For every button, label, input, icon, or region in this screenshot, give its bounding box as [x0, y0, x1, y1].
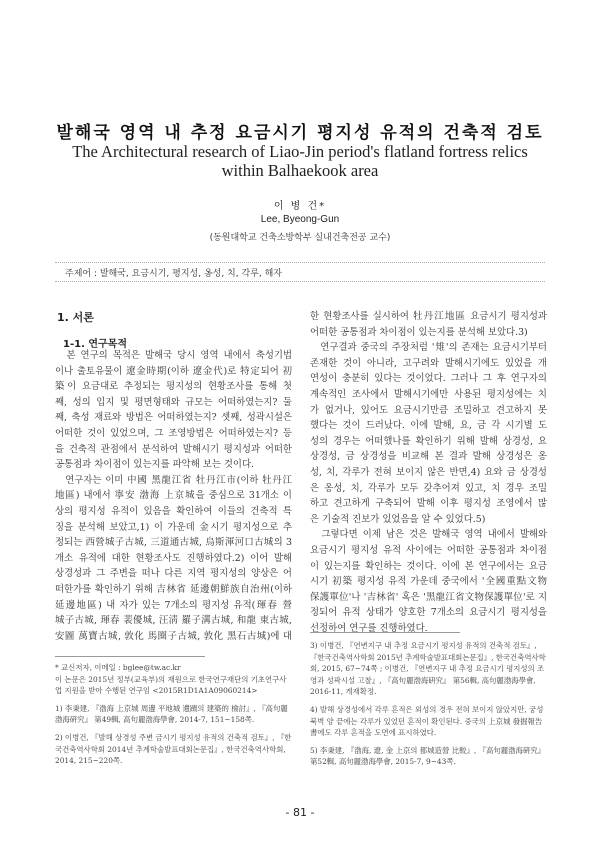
text-line: 연구자는 이미 中國 黑龍江省 牡丹江市(이하 牡丹江 — [55, 474, 292, 486]
paragraph — [55, 348, 292, 473]
footnote-5: 5) 李秉建, 『渤海, 遼, 金 上京의 都城造營 比較』, 『高句麗渤海硏究』 第52輯, 高句麗渤海學會, 2015-7, 9~43쪽. — [310, 745, 546, 767]
text-line: 징을 분석해 보았고,1) 이 가운데 金시기 평지성으로 추 — [55, 521, 292, 533]
text-line: 떠한가를 확인하기 위해 吉林省 延邊朝鮮族自治州(이하 — [55, 583, 292, 595]
keywords-bottom-rule — [55, 281, 545, 282]
text-line: 은 기술적 진보가 있었음을 알 수 있었다.5) — [310, 513, 486, 525]
text-line: 安圖 萬寶古城, 敦化 馬圈子古城, 敦化 黑石古城)에 대 — [55, 630, 292, 642]
text-line: 築이 요금대로 추정되는 평지성의 현황조사를 통해 첫 — [55, 381, 292, 393]
paragraph — [55, 473, 292, 645]
paper-title-english-line-2: within Balhaekook area — [221, 161, 379, 180]
text-line: 공통점과 차이점이 있는지를 파악해 보는 것이다. — [55, 459, 255, 471]
text-line: 延邊地區) 내 자가 있는 7개소의 평지성 유적(琿春 營 — [55, 599, 292, 611]
text-line: 정되어 유적 상태가 양호한 7개소의 요금시기 평지성을 — [310, 607, 547, 619]
text-line: 정되는 西營城子古城, 三道通古城, 烏斯渾河口古城의 3 — [55, 537, 292, 549]
footnote-3: 3) 이병건, 『연변지구 내 추정 요금시기 평지성 유적의 건축적 검토』, 『한국건축역사학회 2015년 추계학술발표대회논문집』, 한국건축역사학회, 2015, 67~74쪽 ; 이병건, 『연변지구 내 추정 요금시기 평지성의 조영과 성곽시설 고찰』, 『高句麗渤海硏究』 第56輯, 高句麗渤海學會, 2016-11, 게재확정. — [310, 641, 546, 697]
text-line: 째, 성의 입지 및 평면형태와 규모는 어떠하였는지? 둘 — [55, 396, 292, 408]
text-line: 했다는 것이 드러났다. 이에 발해, 요, 금 각 시기별 도 — [310, 420, 547, 432]
text-line: 계속적인 조사에서 발해시기에만 사용된 평지성에는 치 — [310, 388, 547, 400]
text-line: 째, 축성 재료와 방법은 어떠하였는지? 셋째, 성곽시설은 — [55, 412, 292, 424]
footnote-1: 1) 李秉建, 『渤海 上京城 周邊 平地城 遺蹟의 建築的 檢討』, 『高句麗渤海硏究』 第49輯, 高句麗渤海學會, 2014-7, 151~158쪽. — [55, 703, 288, 725]
text-line: 성, 치, 각루가 전혀 보이지 않은 반면,4) 요와 금 상경성 — [310, 466, 547, 478]
author-affiliation: (동원대학교 건축소방학부 실내건축전공 교수) — [209, 233, 391, 243]
text-line: 어떠한 공통점과 차이점이 있는지를 분석해 보았다.3) — [310, 326, 528, 338]
text-line: 을 건축적 관점에서 분석하여 발해시기 평지성과 어떠한 — [55, 443, 292, 455]
footnote-separator — [310, 632, 460, 633]
text-line: 성의 경우는 어떠했나를 확인하기 위해 발해 상경성, 요 — [310, 435, 547, 447]
text-line: 존재한 것이 아니라, 고구려와 발해시기에도 있었을 개 — [310, 357, 547, 369]
text-line: 가 없거나, 있어도 요금시기만큼 조밀하고 견고하지 못 — [310, 404, 547, 416]
text-line: 한 현황조사를 실시하여 牡丹江地區 요금시기 평지성과 — [310, 311, 547, 322]
text-line: 어떠한 것이 있었으며, 그 조영방법은 어떠하였는지? 등 — [55, 427, 292, 439]
text-line: 시기 初築 평지성 유적 가운데 중국에서 '全國重點文物 — [310, 576, 547, 588]
text-line: 保護單位'나 '吉林省' 혹은 '黑龍江省文物保護單位'로 지 — [310, 591, 547, 603]
text-line: 요금시기 평지성 유적 사이에는 어떠한 공통점과 차이점 — [310, 544, 547, 556]
author-name-english: Lee, Byeong-Gun — [260, 214, 340, 225]
corresponding-author-note: * 교신저자, 이메일 : bglee@tw.ac.kr — [55, 663, 181, 672]
text-line: 본 연구의 목적은 발해국 당시 영역 내에서 축성기법 — [55, 350, 292, 361]
section-heading: 1. 서론 — [57, 311, 94, 324]
text-line: 하고 견고하게 구축되어 발해 이후 평지성 조영에서 많 — [310, 498, 547, 510]
page-number: - 81 - — [285, 806, 315, 819]
funding-note: 이 논문은 2015년 정부(교육부)의 재원으로 한국연구재단의 기초연구사업 지원을 받아 수행된 연구임 <2015R1D1A1A09060214> — [55, 674, 287, 696]
paper-title-korean: 발해국 영역 내 추정 요금시기 평지성 유적의 건축적 검토 — [56, 123, 544, 143]
paragraph — [310, 309, 547, 340]
left-footnotes — [55, 662, 292, 773]
subsection-heading: 1-1. 연구목적 — [63, 339, 127, 350]
keywords: 주제어 : 발해국, 요금시기, 평지성, 옹성, 치, 각루, 해자 — [65, 269, 282, 279]
footnote-4: 4) 발해 상경성에서 각루 흔적은 외성의 경우 전혀 보이지 않았지만, 궁성 북벽 양 끝에는 각루가 있었던 흔적이 확인된다. 중국의 上京城 發掘報告書에도 각루 흔적을 도면에 표시하였다. — [310, 704, 544, 738]
right-column-body — [310, 309, 547, 636]
left-column-body — [55, 348, 292, 644]
paper-title-english-line-1: The Architectural research of Liao-Jin period's flatland fortress relics — [72, 142, 528, 161]
text-line: 상경성, 금 상경성을 비교해 본 결과 발해 상경성은 옹 — [310, 451, 547, 463]
footnote-2: 2) 이병건, 『발해 상경성 주변 금시기 평지성 유적의 건축적 검토』, 『한국건축역사학회 2014년 추계학술발표대회논문집』, 한국건축역사학회, 2014, 215~220쪽. — [55, 732, 292, 766]
paragraph — [310, 527, 547, 636]
text-line: 선정하여 연구를 진행하였다. — [310, 622, 428, 634]
text-line: 연구결과 중국의 주장처럼 '雉'의 존재는 요금시기부터 — [310, 342, 547, 354]
text-line: 상경성과 그 주변을 떠나 다른 지역 평지성의 양상은 어 — [55, 568, 292, 580]
right-footnotes — [310, 640, 547, 774]
text-line: 상의 평지성 유적이 있음을 확인하여 이들의 건축적 특 — [55, 505, 292, 517]
text-line: 은 옹성, 치, 각루가 모두 갖추어져 있고, 치 경우 조밀 — [310, 482, 547, 494]
text-line: 이나 출토유물이 遼金時期(이하 遼金代)로 特定되어 初 — [55, 365, 292, 377]
author-name-korean: 이 병 건* — [273, 201, 327, 212]
text-line: 이 있는지를 확인하는 것이다. 이에 본 연구에서는 요금 — [310, 560, 547, 572]
text-line: 地區) 내에서 寧安 渤海 上京城을 중심으로 31개소 이 — [55, 490, 292, 502]
text-line: 개소 유적에 대한 현황조사도 진행하였다.2) 이어 발해 — [55, 552, 292, 564]
text-line: 그렇다면 이제 남은 것은 발해국 영역 내에서 발해와 — [310, 529, 547, 541]
paragraph — [310, 340, 547, 527]
text-line: 연성이 충분히 있다는 것이었다. 그러나 그 후 연구자의 — [310, 373, 547, 385]
keywords-top-rule — [55, 262, 545, 263]
footnote-separator — [55, 656, 205, 657]
text-line: 城子古城, 琿春 裴優城, 汪淸 羅子溝古城, 和龍 東古城, — [55, 615, 292, 627]
